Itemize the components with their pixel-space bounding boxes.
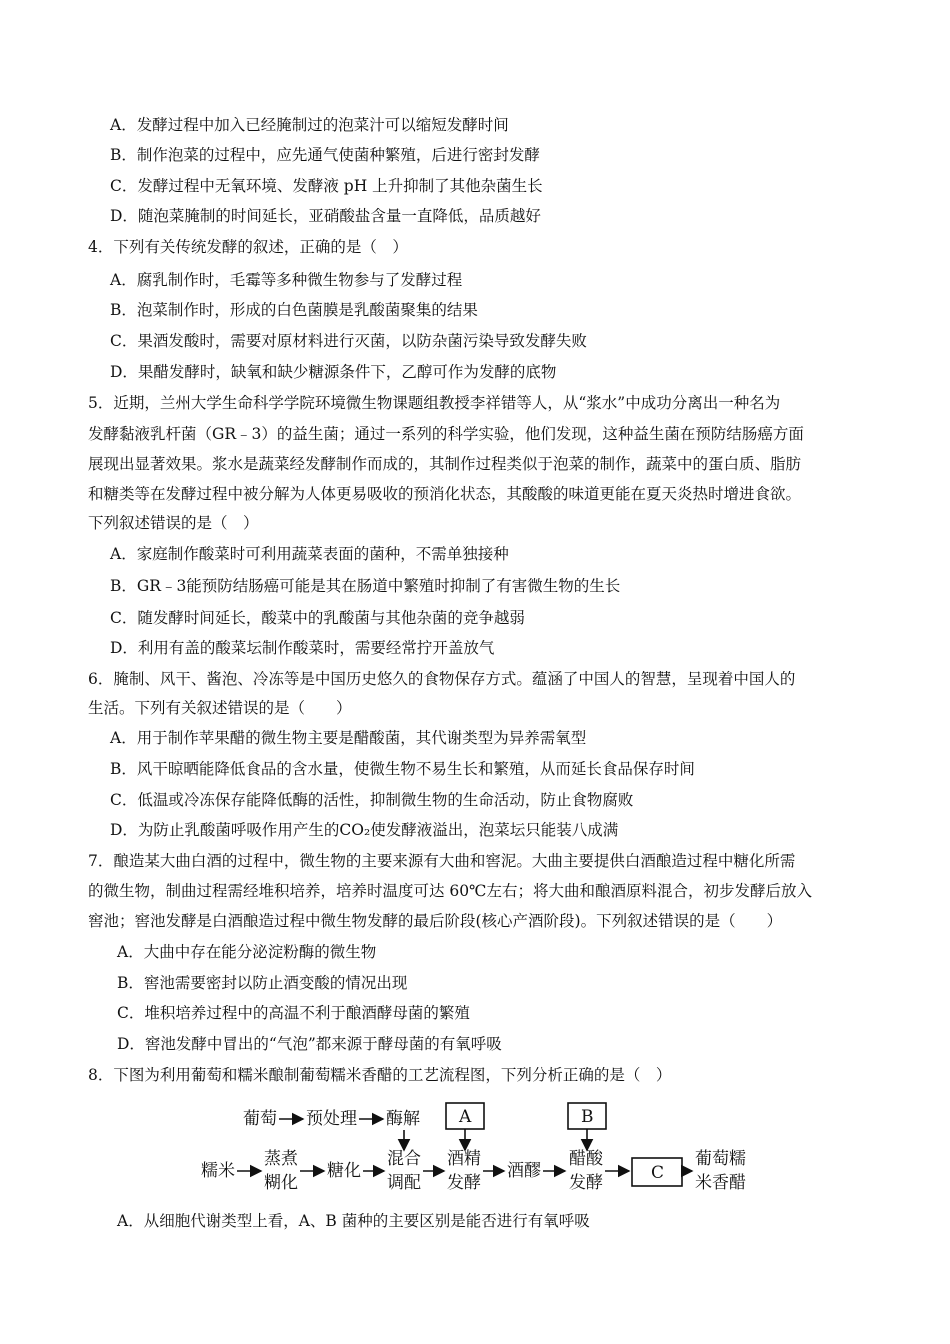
q4-option-b: B．泡菜制作时，形成的白色菌膜是乳酸菌聚集的结果 [110,301,478,319]
process-flow-diagram [195,1098,765,1208]
q4-stem: 4．下列有关传统发酵的叙述，正确的是（ ） [88,238,408,256]
node-alcohol-line-1: 酒精 [447,1149,481,1169]
q5-stem-line-3: 展现出显著效果。浆水是蔬菜经发酵制作而成的，其制作过程类似于泡菜的制作，蔬菜中的蛋白质、脂肪 [88,455,802,473]
q4-option-a: A．腐乳制作时，毛霉等多种微生物参与了发酵过程 [110,271,463,289]
q5-stem-line-4: 和糖类等在发酵过程中被分解为人体更易吸收的预消化状态，其酸酸的味道更能在夏天炎热时增进食欲。 [88,485,802,503]
node-mash: 酒醪 [507,1161,541,1181]
q3-option-d: D．随泡菜腌制的时间延长，亚硝酸盐含量一直降低，品质越好 [110,207,541,225]
q7-option-b: B．窖池需要密封以防止酒变酸的情况出现 [117,974,408,992]
q7-stem-line-1: 7．酿造某大曲白酒的过程中，微生物的主要来源有大曲和窖泥。大曲主要提供白酒酿造过程中糖化所需 [88,852,796,870]
q7-stem-line-3: 窖池；窖池发酵是白酒酿造过程中微生物发酵的最后阶段(核心产酒阶段)。下列叙述错误的是（ ） [88,912,783,930]
node-steam-line-2: 糊化 [264,1173,298,1193]
q5-option-a: A．家庭制作酸菜时可利用蔬菜表面的菌种，不需单独接种 [110,545,509,563]
q7-option-a: A．大曲中存在能分泌淀粉酶的微生物 [117,943,377,961]
q6-stem-line-1: 6．腌制、风干、酱泡、冷冻等是中国历史悠久的食物保存方式。蕴涵了中国人的智慧，呈现着中国人的 [88,670,796,688]
q6-option-b: B．风干晾晒能降低食品的含水量，使微生物不易生长和繁殖，从而延长食品保存时间 [110,760,695,778]
q3-option-c: C．发酵过程中无氧环境、发酵液 pH 上升抑制了其他杂菌生长 [110,177,543,195]
q6-stem-line-2: 生活。下列有关叙述错误的是（ ） [88,699,352,717]
q3-option-b: B．制作泡菜的过程中，应先通气使菌种繁殖，后进行密封发酵 [110,146,540,164]
q7-option-d: D．窖池发酵中冒出的“气泡”都来源于酵母菌的有氧呼吸 [117,1035,502,1053]
node-pretreat: 预处理 [306,1109,357,1129]
node-mix-line-2: 调配 [387,1173,421,1193]
q6-option-a: A．用于制作苹果醋的微生物主要是醋酸菌，其代谢类型为异养需氧型 [110,729,587,747]
q4-option-d: D．果醋发酵时，缺氧和缺少糖源条件下，乙醇可作为发酵的底物 [110,363,557,381]
q7-stem-line-2: 的微生物，制曲过程需经堆积培养，培养时温度可达 60℃左右；将大曲和酿酒原料混合，初步发酵后放入 [88,882,812,900]
box-a-label: A [459,1107,472,1127]
node-alcohol-line-2: 发酵 [447,1173,481,1193]
node-enzymolysis: 酶解 [386,1109,420,1129]
node-saccharification: 糖化 [327,1161,361,1181]
box-b-label: B [581,1107,594,1127]
node-acetic-line-1: 醋酸 [569,1149,603,1169]
node-rice: 糯米 [201,1161,235,1181]
node-mix-line-1: 混合 [387,1149,421,1169]
q7-option-c: C．堆积培养过程中的高温不利于酿酒酵母菌的繁殖 [117,1004,470,1022]
q5-option-b: B．GR﹣3能预防结肠癌可能是其在肠道中繁殖时抑制了有害微生物的生长 [110,577,621,595]
q5-option-d: D．利用有盖的酸菜坛制作酸菜时，需要经常拧开盖放气 [110,639,495,657]
box-c-label: C [651,1163,665,1183]
q3-option-a: A．发酵过程中加入已经腌制过的泡菜汁可以缩短发酵时间 [110,116,509,134]
node-acetic-line-2: 发酵 [569,1173,603,1193]
q6-option-d: D．为防止乳酸菌呼吸作用产生的CO₂使发酵液溢出，泡菜坛只能装八成满 [110,821,619,839]
q8-option-a: A．从细胞代谢类型上看，A、B 菌种的主要区别是能否进行有氧呼吸 [117,1212,590,1230]
q5-stem-line-1: 5．近期，兰州大学生命科学学院环境微生物课题组教授李祥错等人，从“浆水”中成功分离出一种名为 [88,394,781,412]
q5-stem-line-5: 下列叙述错误的是（ ） [88,514,259,532]
q5-stem-line-2: 发酵黏液乳杆菌（GR﹣3）的益生菌；通过一系列的科学实验，他们发现，这种益生菌在预防结肠癌方面 [88,425,804,443]
q5-option-c: C．随发酵时间延长，酸菜中的乳酸菌与其他杂菌的竞争越弱 [110,609,525,627]
node-product-line-2: 米香醋 [695,1173,746,1193]
node-product-line-1: 葡萄糯 [695,1149,746,1169]
q6-option-c: C．低温或冷冻保存能降低酶的活性，抑制微生物的生命活动，防止食物腐败 [110,791,634,809]
node-steam-line-1: 蒸煮 [264,1149,298,1169]
node-grape: 葡萄 [243,1109,277,1129]
q8-stem: 8．下图为利用葡萄和糯米酿制葡萄糯米香醋的工艺流程图，下列分析正确的是（ ） [88,1066,672,1084]
q4-option-c: C．果酒发酸时，需要对原材料进行灭菌，以防杂菌污染导致发酵失败 [110,332,587,350]
